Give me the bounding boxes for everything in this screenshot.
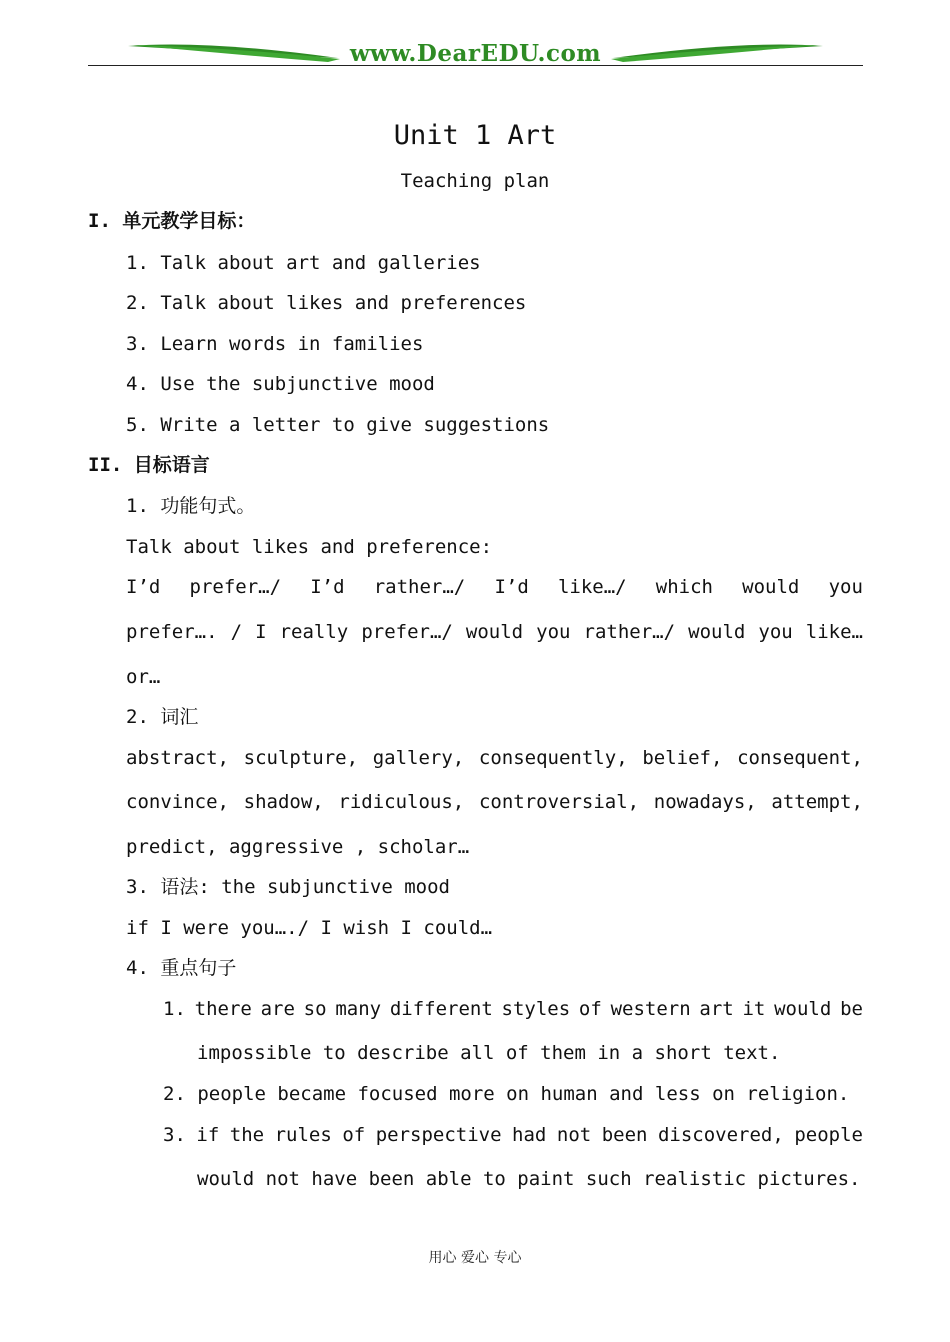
- word: shadow,: [243, 791, 324, 813]
- word: I’d: [310, 576, 345, 598]
- sentence-1-line-2: impossible to describe all of them in a short text.: [197, 1042, 781, 1064]
- word: prefer…/: [361, 621, 453, 643]
- page-title: Unit 1 Art: [393, 120, 557, 151]
- word: which: [655, 576, 713, 598]
- word: had: [512, 1124, 547, 1146]
- word: discovered,: [657, 1124, 784, 1146]
- word: consequent,: [737, 747, 863, 769]
- word: controversial,: [478, 791, 640, 813]
- word: art: [699, 998, 734, 1020]
- site-logo-text: www.DearEDU.com: [349, 40, 602, 67]
- objective-item: 5. Write a letter to give suggestions: [126, 414, 550, 436]
- word: prefer…/: [189, 576, 282, 598]
- header-divider: [88, 65, 863, 66]
- word: rules: [274, 1124, 332, 1146]
- word: attempt,: [771, 791, 863, 813]
- word: if: [196, 1124, 220, 1146]
- word: ridiculous,: [338, 791, 465, 813]
- vocab-line-2: [126, 789, 863, 815]
- word: /: [230, 621, 243, 643]
- word: 3.: [163, 1124, 186, 1146]
- word: like…: [805, 621, 863, 643]
- functional-line-3: or…: [126, 666, 161, 688]
- grammar-example: if I were you…./ I wish I could…: [126, 917, 493, 939]
- word: 1.: [163, 998, 186, 1020]
- word: consequently,: [478, 747, 628, 769]
- sentence-3-line-1: [163, 1122, 863, 1148]
- section-heading-objectives: I. 单元教学目标：: [88, 210, 256, 232]
- word: rather…/: [583, 621, 676, 643]
- objective-item: 4. Use the subjunctive mood: [126, 373, 435, 395]
- sentence-2: 2. people became focused more on human and less on religion.: [163, 1083, 850, 1105]
- word: be: [840, 998, 863, 1020]
- word: belief,: [642, 747, 723, 769]
- objective-item: 3. Learn words in families: [126, 333, 424, 355]
- word: gallery,: [372, 747, 465, 769]
- page-subtitle: Teaching plan: [400, 170, 550, 192]
- word: people: [794, 1124, 863, 1146]
- vocab-label: 2. 词汇: [126, 706, 199, 728]
- word: I: [255, 621, 267, 643]
- vocab-line-3: predict, aggressive , scholar…: [126, 836, 470, 858]
- objective-item: 2. Talk about likes and preferences: [126, 292, 527, 314]
- word: so: [303, 998, 327, 1020]
- vocab-line-1: [126, 745, 863, 771]
- word: you: [828, 576, 863, 598]
- word: there: [194, 998, 252, 1020]
- header-banner: [88, 38, 863, 68]
- word: you: [758, 621, 793, 643]
- word: sculpture,: [243, 747, 359, 769]
- sentence-1-line-1: [163, 996, 863, 1022]
- word: the: [229, 1124, 265, 1146]
- section-heading-target-language: II. 目标语言: [88, 454, 210, 476]
- word: styles: [501, 998, 571, 1020]
- word: perspective: [375, 1124, 502, 1146]
- functional-intro: Talk about likes and preference:: [126, 536, 493, 558]
- word: I’d: [494, 576, 529, 598]
- objective-item: 1. Talk about art and galleries: [126, 252, 481, 274]
- word: you: [536, 621, 571, 643]
- word: it: [742, 998, 766, 1020]
- functional-line-2: [126, 619, 863, 645]
- word: convince,: [126, 791, 229, 813]
- word: really: [279, 621, 349, 643]
- page-footer: 用心 爱心 专心: [428, 1250, 522, 1266]
- word: abstract,: [126, 747, 229, 769]
- word: would: [688, 621, 746, 643]
- word: I’d: [126, 576, 161, 598]
- word: nowadays,: [653, 791, 757, 813]
- word: western: [610, 998, 691, 1020]
- word: would: [774, 998, 832, 1020]
- word: would: [742, 576, 800, 598]
- word: been: [601, 1124, 648, 1146]
- word: many: [335, 998, 382, 1020]
- functional-label: 1. 功能句式。: [126, 495, 256, 517]
- word: rather…/: [373, 576, 466, 598]
- word: different: [389, 998, 493, 1020]
- functional-line-1: [126, 574, 863, 600]
- grammar-label: 3. 语法: the subjunctive mood: [126, 876, 450, 898]
- word: prefer….: [126, 621, 218, 643]
- sentence-3-line-2: would not have been able to paint such realistic pictures.: [197, 1168, 861, 1190]
- word: not: [556, 1124, 592, 1146]
- word: are: [260, 998, 295, 1020]
- word: of: [342, 1124, 366, 1146]
- sentences-label: 4. 重点句子: [126, 957, 237, 979]
- word: of: [578, 998, 602, 1020]
- word: would: [465, 621, 524, 643]
- word: like…/: [557, 576, 627, 598]
